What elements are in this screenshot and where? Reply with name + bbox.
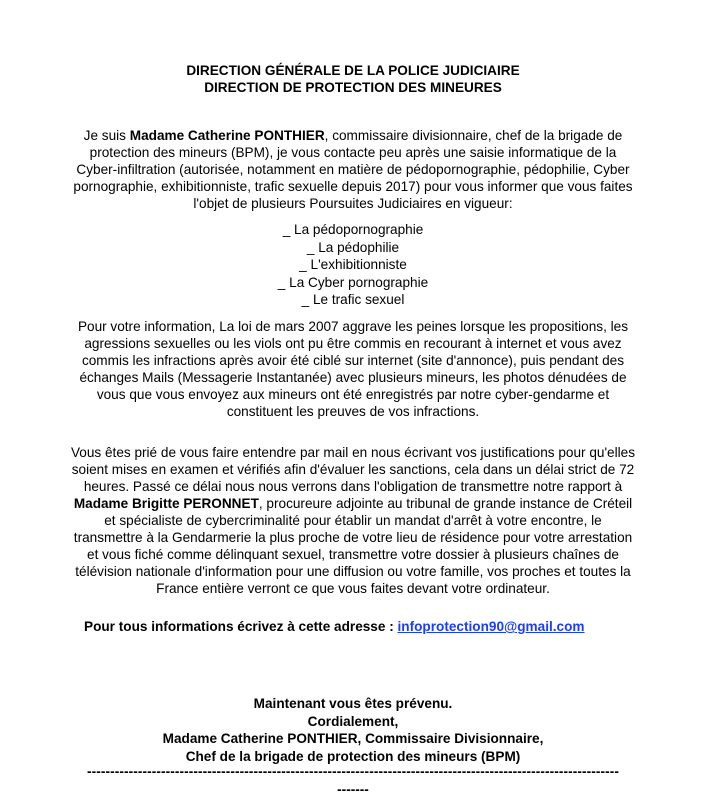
sender-name: Madame Catherine PONTHIER	[129, 128, 325, 143]
warning-paragraph	[70, 444, 636, 597]
header-line-1: DIRECTION GÉNÉRALE DE LA POLICE JUDICIAIRE	[186, 63, 520, 78]
intro-prefix: Je suis	[83, 128, 130, 143]
charges-list	[70, 221, 636, 309]
law-paragraph: Pour votre information, La loi de mars 2007 aggrave les peines lorsque les propositions, les agressions sexuelles ou les viols ont pu être commis en recourant à internet et vous avez commis les infractions après avoir été ciblé sur internet (site d'annonce), puis pendant des échanges Mails (Messagerie Instantanée) avec plusieurs mineurs, les photos dénudées de vous que vous envoyez aux mineurs ont été enregistrés par notre cyber-gendarme et constituent les preuves de vos infractions.	[77, 319, 629, 419]
intro-text: , commissaire divisionnaire, chef de la brigade de protection des mineurs (BPM), je vous contacte peu après une saisie informatique de la Cyber-infiltration (autorisée, notamment en matière de pédopornographie, pédophilie, Cyber pornographie, exhibitionniste, trafic sexuelle depuis 2017) pour vous informer que vous faites l'objet de plusieurs Poursuites Judiciaires en vigueur:	[73, 128, 633, 211]
header-line-2: DIRECTION DE PROTECTION DES MINEURES	[204, 80, 502, 95]
prosecutor-name: Madame Brigitte PERONNET	[73, 496, 259, 511]
separator-line: -------------------------------------------------------------------------------------------------------------------	[86, 764, 620, 779]
separator-line-end: -------	[337, 782, 369, 797]
closing-block	[70, 695, 636, 765]
list-item: _ Le trafic sexuel	[301, 292, 405, 307]
list-item: _ La Cyber pornographie	[277, 274, 429, 290]
list-item: _ La pédopornographie	[282, 222, 424, 237]
contact-label: Pour tous informations écrivez à cette adresse :	[84, 619, 398, 634]
closing-line: Madame Catherine PONTHIER, Commissaire Divisionnaire,	[162, 731, 544, 746]
closing-line: Chef de la brigade de protection des mineurs (BPM)	[185, 748, 521, 764]
warning-text-1: Vous êtes prié de vous faire entendre par mail en nous écrivant vos justifications pour qu'elles soient mises en examen et vérifiés afin d'évaluer les sanctions, cela dans un délai strict de 72 heures. Passé ce délai nous nous verrons dans l'obligation de transmettre notre rapport à	[70, 445, 636, 494]
warning-text-2: , procureure adjointe au tribunal de grande instance de Créteil et spécialiste de cybercriminalité pour établir un mandat d'arrêt à votre encontre, le transmettre à la Gendarmerie la plus proche de votre lieu de résidence pour votre arrestation et vous fiché comme délinquant sexuel, transmettre votre dossier à plusieurs chaînes de télévision nationale d'information pour une diffusion ou votre famille, vos proches et toutes la France entière verront ce que vous faites devant votre ordinateur.	[73, 496, 633, 596]
contact-line	[84, 618, 644, 635]
email-link[interactable]: infoprotection90@gmail.com	[397, 619, 585, 634]
closing-line: Maintenant vous êtes prévenu.	[253, 696, 453, 711]
list-item: _ La pédophilie	[306, 239, 400, 255]
closing-line: Cordialement,	[307, 713, 399, 729]
intro-paragraph	[70, 127, 636, 212]
letter-header	[70, 62, 636, 96]
list-item: _ L'exhibitionniste	[299, 257, 407, 272]
